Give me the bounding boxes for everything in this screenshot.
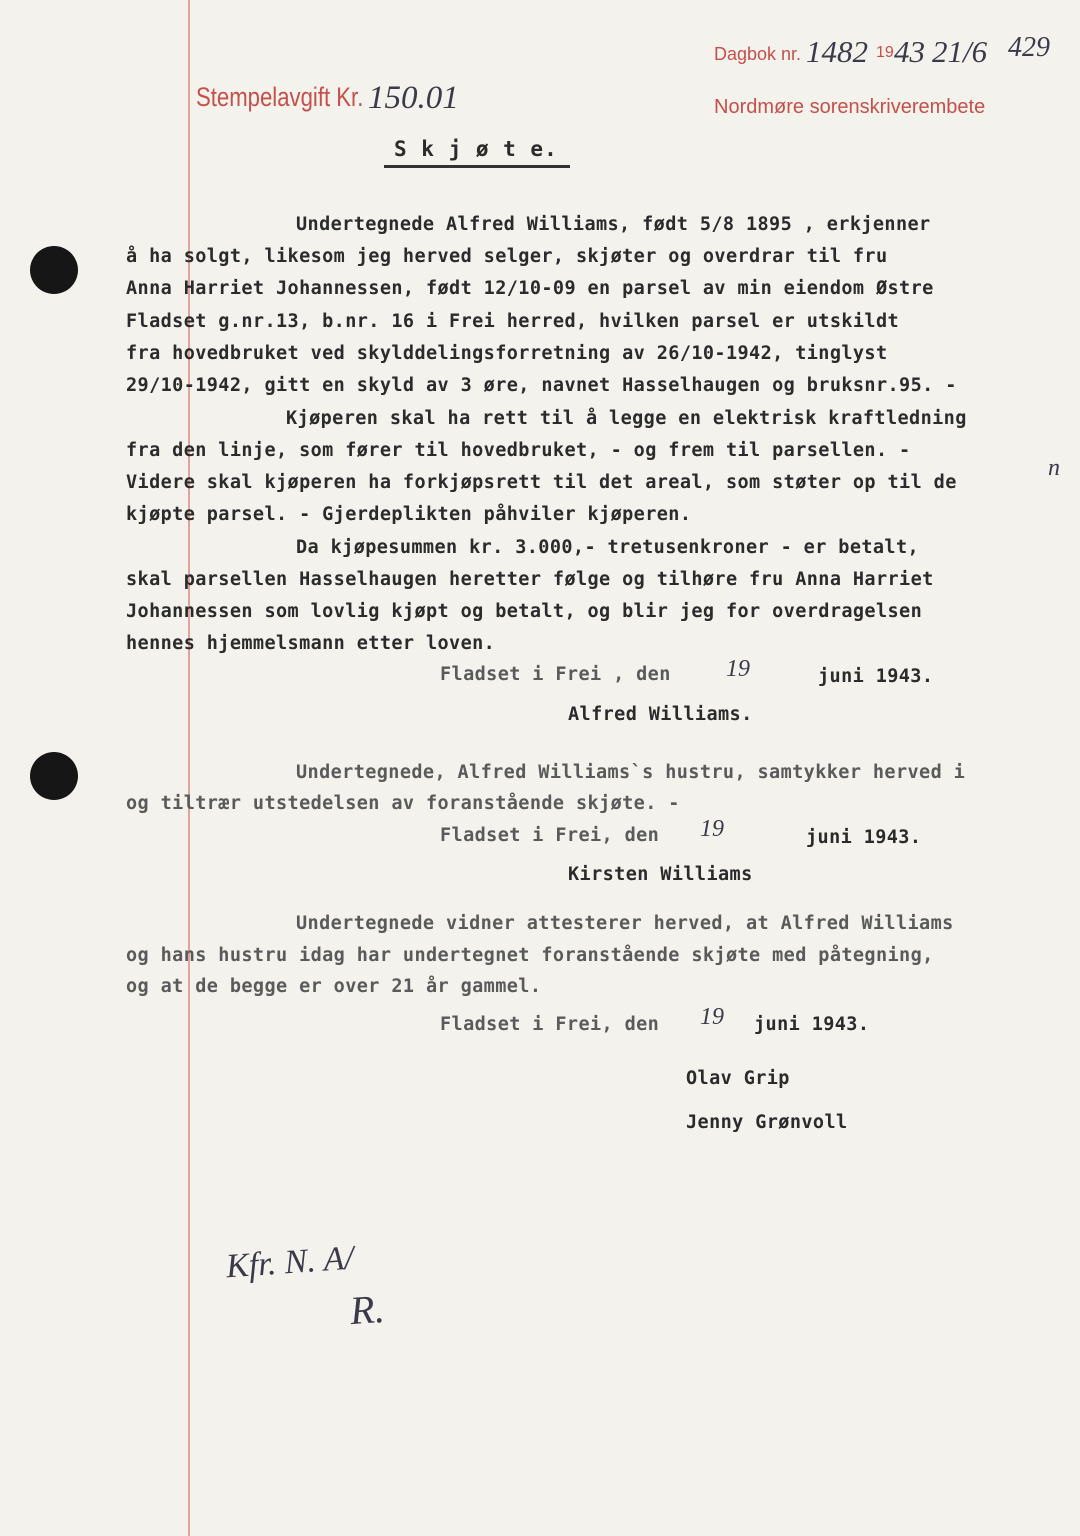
date-month-year: juni 1943. <box>818 666 934 687</box>
body-line: fra den linje, som fører til hovedbruket, - og frem til parsellen. - <box>126 440 911 461</box>
title-underline <box>384 165 570 168</box>
body-line: fra hovedbruket ved skylddelingsforretning av 26/10-1942, tinglyst <box>126 343 888 364</box>
date-day: 19 <box>700 816 724 842</box>
body-line: Videre skal kjøperen ha forkjøpsrett til det areal, som støter op til de <box>126 472 957 493</box>
journal-number: 1482 <box>806 34 868 69</box>
court-office: Nordmøre sorenskriverembete <box>714 96 986 118</box>
witness-line: Undertegnede vidner attesterer herved, at Alfred Williams <box>296 913 954 934</box>
journal-date: 21/6 <box>932 34 988 69</box>
date-place: Fladset i Frei, den <box>440 1014 660 1035</box>
stamp-duty-label: Stempelavgift Kr. <box>196 82 364 112</box>
body-line: 29/10-1942, gitt en skyld av 3 øre, navnet Hasselhaugen og bruksnr.95. - <box>126 375 957 396</box>
body-line: kjøpte parsel. - Gjerdeplikten påhviler kjøperen. <box>126 504 692 525</box>
handwritten-initials: Kfr. N. A/ <box>224 1239 355 1286</box>
date-day: 19 <box>726 656 750 682</box>
document-title: S k j ø t e. <box>394 137 558 161</box>
body-line: Kjøperen skal ha rett til å legge en elektrisk kraftledning <box>286 408 967 429</box>
signature-seller: Alfred Williams. <box>568 704 753 725</box>
handwritten-initials: R. <box>348 1285 386 1334</box>
body-line: Anna Harriet Johannessen, født 12/10-09 en parsel av min eiendom Østre <box>126 278 934 299</box>
consent-line: og tiltrær utstedelsen av foranstående skjøte. - <box>126 793 680 814</box>
body-line: hennes hjemmelsmann etter loven. <box>126 633 496 654</box>
date-month-year: juni 1943. <box>806 827 922 848</box>
body-line: Fladset g.nr.13, b.nr. 16 i Frei herred, hvilken parsel er utskildt <box>126 311 900 332</box>
date-place: Fladset i Frei, den <box>440 825 660 846</box>
body-line: Da kjøpesummen kr. 3.000,- tretusenkroner - er betalt, <box>296 537 920 558</box>
witness-signature: Jenny Grønvoll <box>686 1112 848 1133</box>
witness-line: og hans hustru idag har undertegnet foranstående skjøte med påtegning, <box>126 945 934 966</box>
body-line: Johannessen som lovlig kjøpt og betalt, og blir jeg for overdragelsen <box>126 601 923 622</box>
punch-hole-icon <box>30 752 78 800</box>
consent-line: Undertegnede, Alfred Williams`s hustru, samtykker herved i <box>296 762 966 783</box>
date-place: Fladset i Frei , den <box>440 664 671 685</box>
date-day: 19 <box>700 1004 724 1030</box>
signature-spouse: Kirsten Williams <box>568 864 753 885</box>
punch-hole-icon <box>30 246 78 294</box>
body-line: skal parsellen Hasselhaugen heretter følge og tilhøre fru Anna Harriet <box>126 569 934 590</box>
stamp-duty-amount: 150.01 <box>368 80 459 116</box>
page-number: 429 <box>1008 32 1050 63</box>
witness-signature: Olav Grip <box>686 1068 790 1089</box>
date-month-year: juni 1943. <box>754 1014 870 1035</box>
body-line: Undertegnede Alfred Williams, født 5/8 1895 , erkjenner <box>296 214 931 235</box>
handwritten-insert: n <box>1048 455 1060 481</box>
journal-label: Dagbok nr. <box>714 44 802 64</box>
red-margin-line <box>188 0 190 1536</box>
journal-year-prefix: 19 <box>876 44 894 61</box>
journal-year: 43 <box>894 34 925 69</box>
body-line: å ha solgt, likesom jeg herved selger, skjøter og overdrar til fru <box>126 246 888 267</box>
witness-line: og at de begge er over 21 år gammel. <box>126 976 542 997</box>
